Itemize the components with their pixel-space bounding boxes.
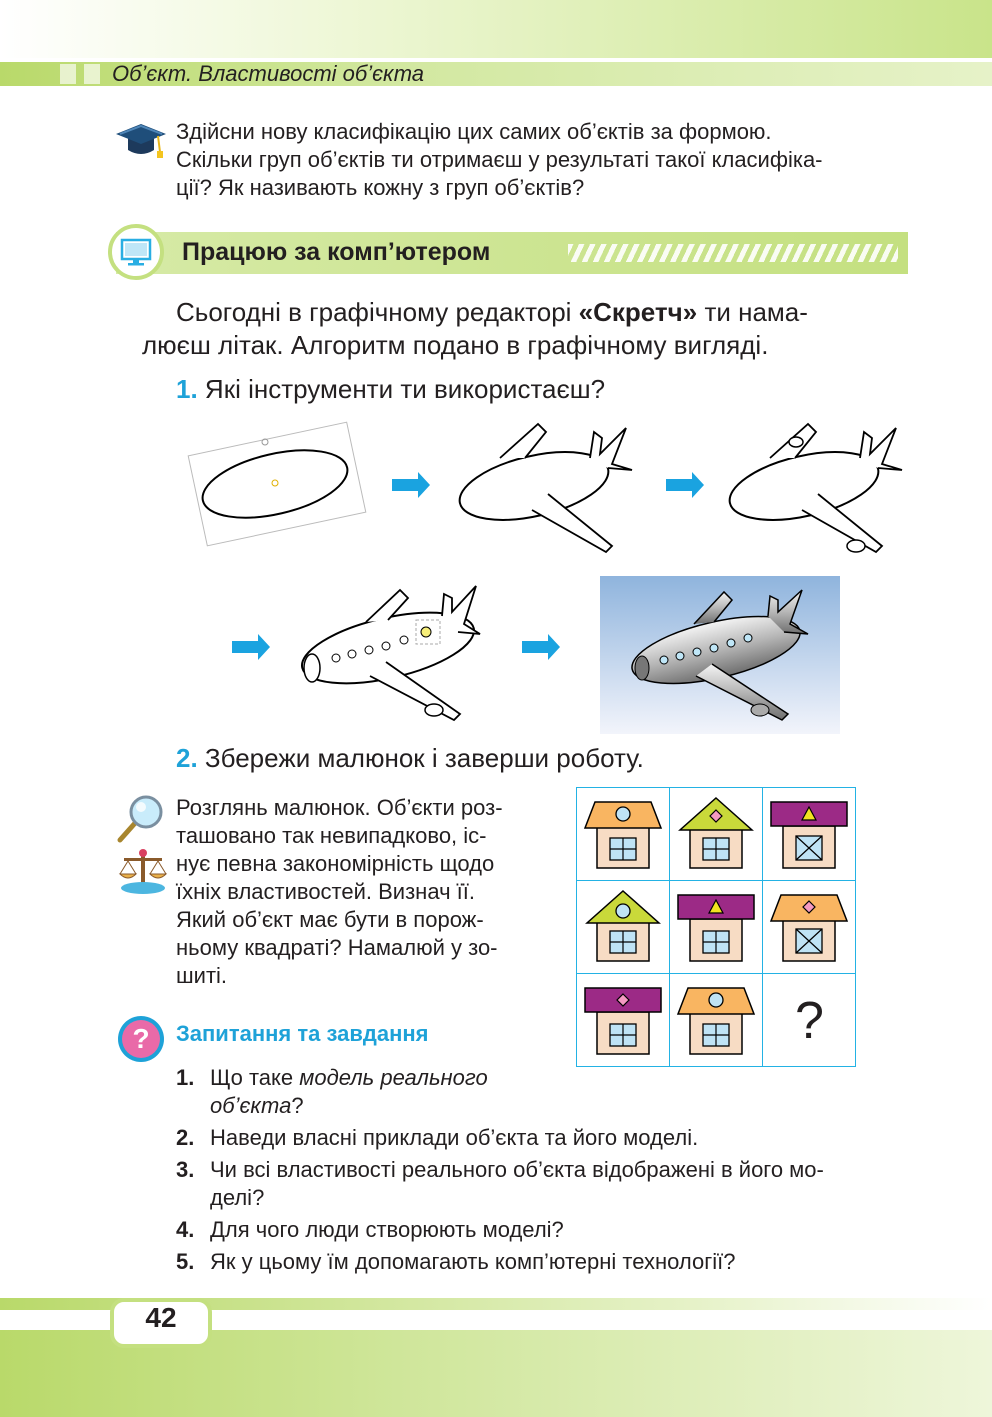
question-item-3-cont: делі? [210, 1185, 265, 1210]
text-line: їхніх властивостей. Визнач її. [176, 879, 475, 904]
questions-title: Запитання та завдання [176, 1021, 429, 1046]
text-line: нує певна закономірність щодо [176, 851, 495, 876]
question-item-1-cont: об’єкта? [210, 1093, 304, 1118]
text-line: Розглянь малюнок. Об’єкти роз- [176, 795, 503, 820]
grid-cell [670, 881, 763, 974]
airplane-steps-row-1 [180, 418, 920, 568]
text-line: ташовано так невипадково, іс- [176, 823, 487, 848]
question-mark: ? [795, 991, 824, 1050]
puzzle-paragraph [176, 794, 546, 990]
airplane-steps-row-2 [228, 576, 842, 734]
text-line: Який об’єкт має бути в порож- [176, 907, 484, 932]
text-line: шиті. [176, 963, 228, 988]
step-colored [600, 576, 840, 734]
section-title: Працюю за комп’ютером [182, 238, 491, 266]
step-body-wings [453, 424, 632, 552]
grid-cell [670, 788, 763, 881]
task-line-1: Сьогодні в графічному редакторі «Скретч» ти нама- [176, 297, 808, 327]
grid-cell [670, 974, 763, 1067]
svg-text:?: ? [132, 1023, 150, 1054]
monitor-icon [112, 228, 160, 276]
question-item-4: 4. Для чого люди створюють моделі? [176, 1217, 564, 1242]
text-line: Скільки груп об’єктів ти отримаєш у результаті такої класифіка- [176, 147, 823, 172]
question-item-1: 1. Що таке модель реального [176, 1065, 488, 1090]
text-line: ції? Як називають кожну з груп об’єктів? [176, 175, 585, 200]
page-number: 42 [145, 1302, 177, 1333]
grid-cell [577, 974, 670, 1067]
grid-cell [577, 788, 670, 881]
question-icon [116, 1014, 166, 1064]
header-decor-square [60, 64, 76, 84]
chapter-title: Об’єкт. Властивості об’єкта [112, 61, 425, 86]
scales-icon [116, 848, 170, 896]
question-item-5: 5. Як у цьому їм допомагають комп’ютерні технології? [176, 1249, 736, 1274]
header-background [0, 0, 992, 58]
text-line: ньому квадраті? Намалюй у зо- [176, 935, 498, 960]
grid-cell [763, 788, 856, 881]
question-item-3: 3. Чи всі властивості реального об’єкта відображені в його мо- [176, 1157, 824, 1182]
question-item-2: 2. Наведи власні приклади об’єкта та його моделі. [176, 1125, 699, 1150]
step-ellipse [188, 422, 366, 546]
step-1: 1. Які інструменти ти використаєш? [176, 374, 606, 404]
house-puzzle-grid [576, 787, 856, 1067]
step-windows [296, 586, 481, 720]
magnifier-icon [114, 792, 166, 844]
banner-stripes [568, 244, 898, 262]
text-line: Здійсни нову класифікацію цих самих об’єктів за формою. [176, 119, 772, 144]
task-line-2: люєш літак. Алгоритм подано в графічному вигляді. [142, 330, 769, 360]
grid-cell-empty [763, 974, 856, 1067]
intro-paragraph [176, 118, 908, 202]
step-2: 2. Збережи малюнок і заверши роботу. [176, 743, 644, 773]
grid-cell [577, 881, 670, 974]
header-decor-square [84, 64, 100, 84]
step-engine [723, 424, 902, 552]
grid-cell [763, 881, 856, 974]
banner-icon-circle [108, 224, 164, 280]
graduation-cap-icon [114, 118, 168, 164]
